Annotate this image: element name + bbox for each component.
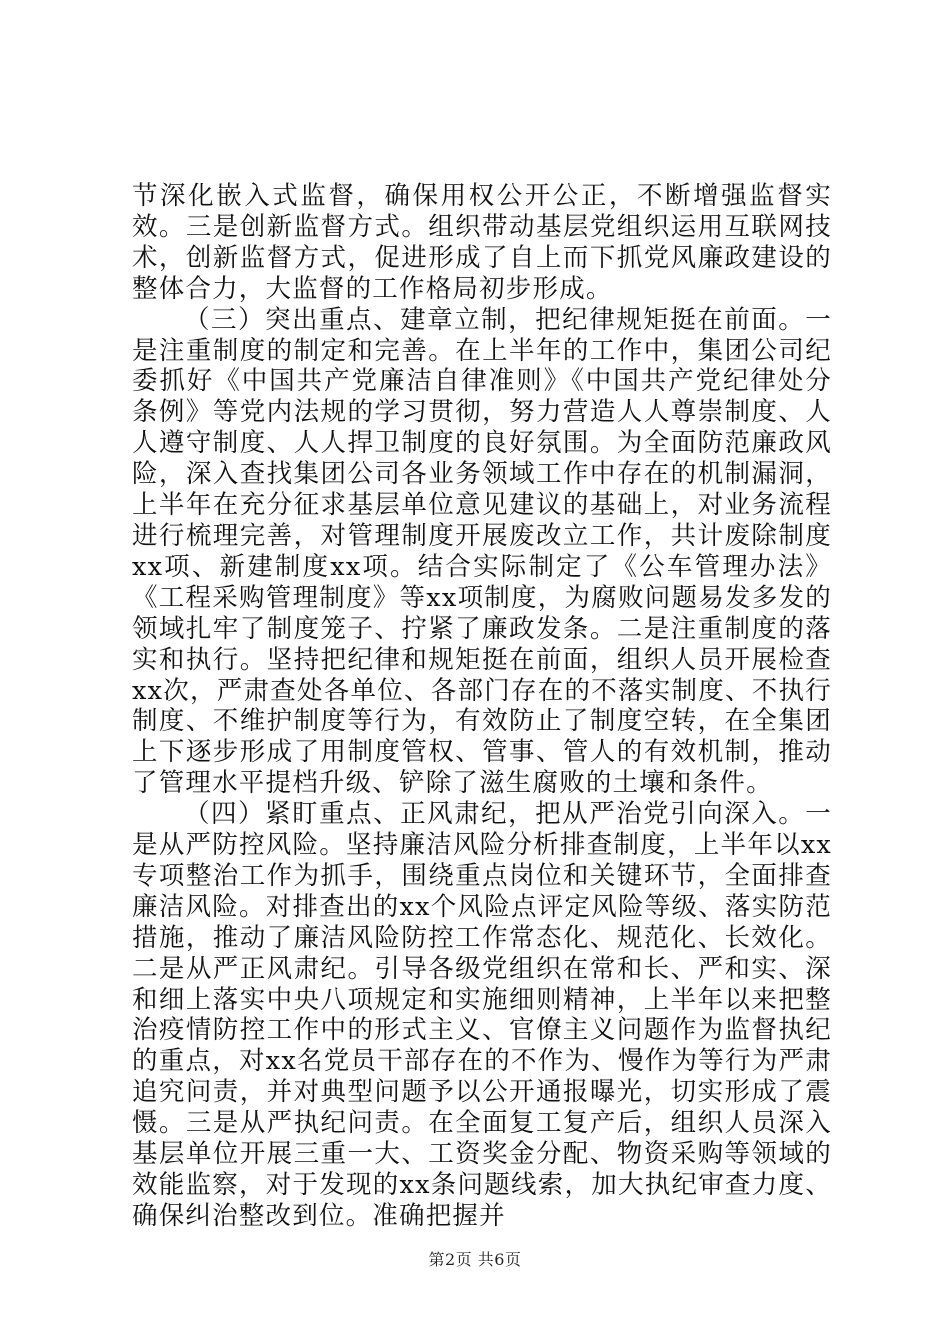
document-body bbox=[132, 181, 832, 1232]
page-number-footer: 第2页 共6页 bbox=[428, 1250, 522, 1269]
paragraph-continuation: 节深化嵌入式监督，确保用权公开公正，不断增强监督实效。三是创新监督方式。组织带动基层党组织运用互联网技术，创新监督方式，促进形成了自上而下抓党风廉政建设的整体合力，大监督的工作格局初步形成。 bbox=[132, 181, 832, 304]
paragraph-section-three: （三）突出重点、建章立制，把纪律规矩挺在前面。一是注重制度的制定和完善。在上半年的工作中，集团公司纪委抓好《中国共产党廉洁自律准则》《中国共产党纪律处分条例》等党内法规的学习贯彻，努力营造人人尊崇制度、人人遵守制度、人人捍卫制度的良好氛围。为全面防范廉政风险，深入查找集团公司各业务领域工作中存在的机制漏洞，上半年在充分征求基层单位意见建议的基础上，对业务流程进行梳理完善，对管理制度开展废改立工作，共计废除制度xx项、新建制度xx项。结合实际制定了《公车管理办法》《工程采购管理制度》等xx项制度，为腐败问题易发多发的领域扎牢了制度笼子、拧紧了廉政发条。二是注重制度的落实和执行。坚持把纪律和规矩挺在前面，组织人员开展检查xx次，严肃查处各单位、各部门存在的不落实制度、不执行制度、不维护制度等行为，有效防止了制度空转，在全集团上下逐步形成了用制度管权、管事、管人的有效机制，推动了管理水平提档升级、铲除了滋生腐败的土壤和条件。 bbox=[132, 304, 832, 799]
paragraph-section-four: （四）紧盯重点、正风肃纪，把从严治党引向深入。一是从严防控风险。坚持廉洁风险分析排查制度，上半年以xx专项整治工作为抓手，围绕重点岗位和关键环节，全面排查廉洁风险。对排查出的xx个风险点评定风险等级、落实防范措施，推动了廉洁风险防控工作常态化、规范化、长效化。二是从严正风肃纪。引导各级党组织在常和长、严和实、深和细上落实中央八项规定和实施细则精神，上半年以来把整治疫情防控工作中的形式主义、官僚主义问题作为监督执纪的重点，对xx名党员干部存在的不作为、慢作为等行为严肃追究问责，并对典型问题予以公开通报曝光，切实形成了震慑。三是从严执纪问责。在全面复工复产后，组织人员深入基层单位开展三重一大、工资奖金分配、物资采购等领域的效能监察，对于发现的xx条问题线索，加大执纪审查力度、确保纠治整改到位。准确把握并 bbox=[132, 799, 832, 1231]
